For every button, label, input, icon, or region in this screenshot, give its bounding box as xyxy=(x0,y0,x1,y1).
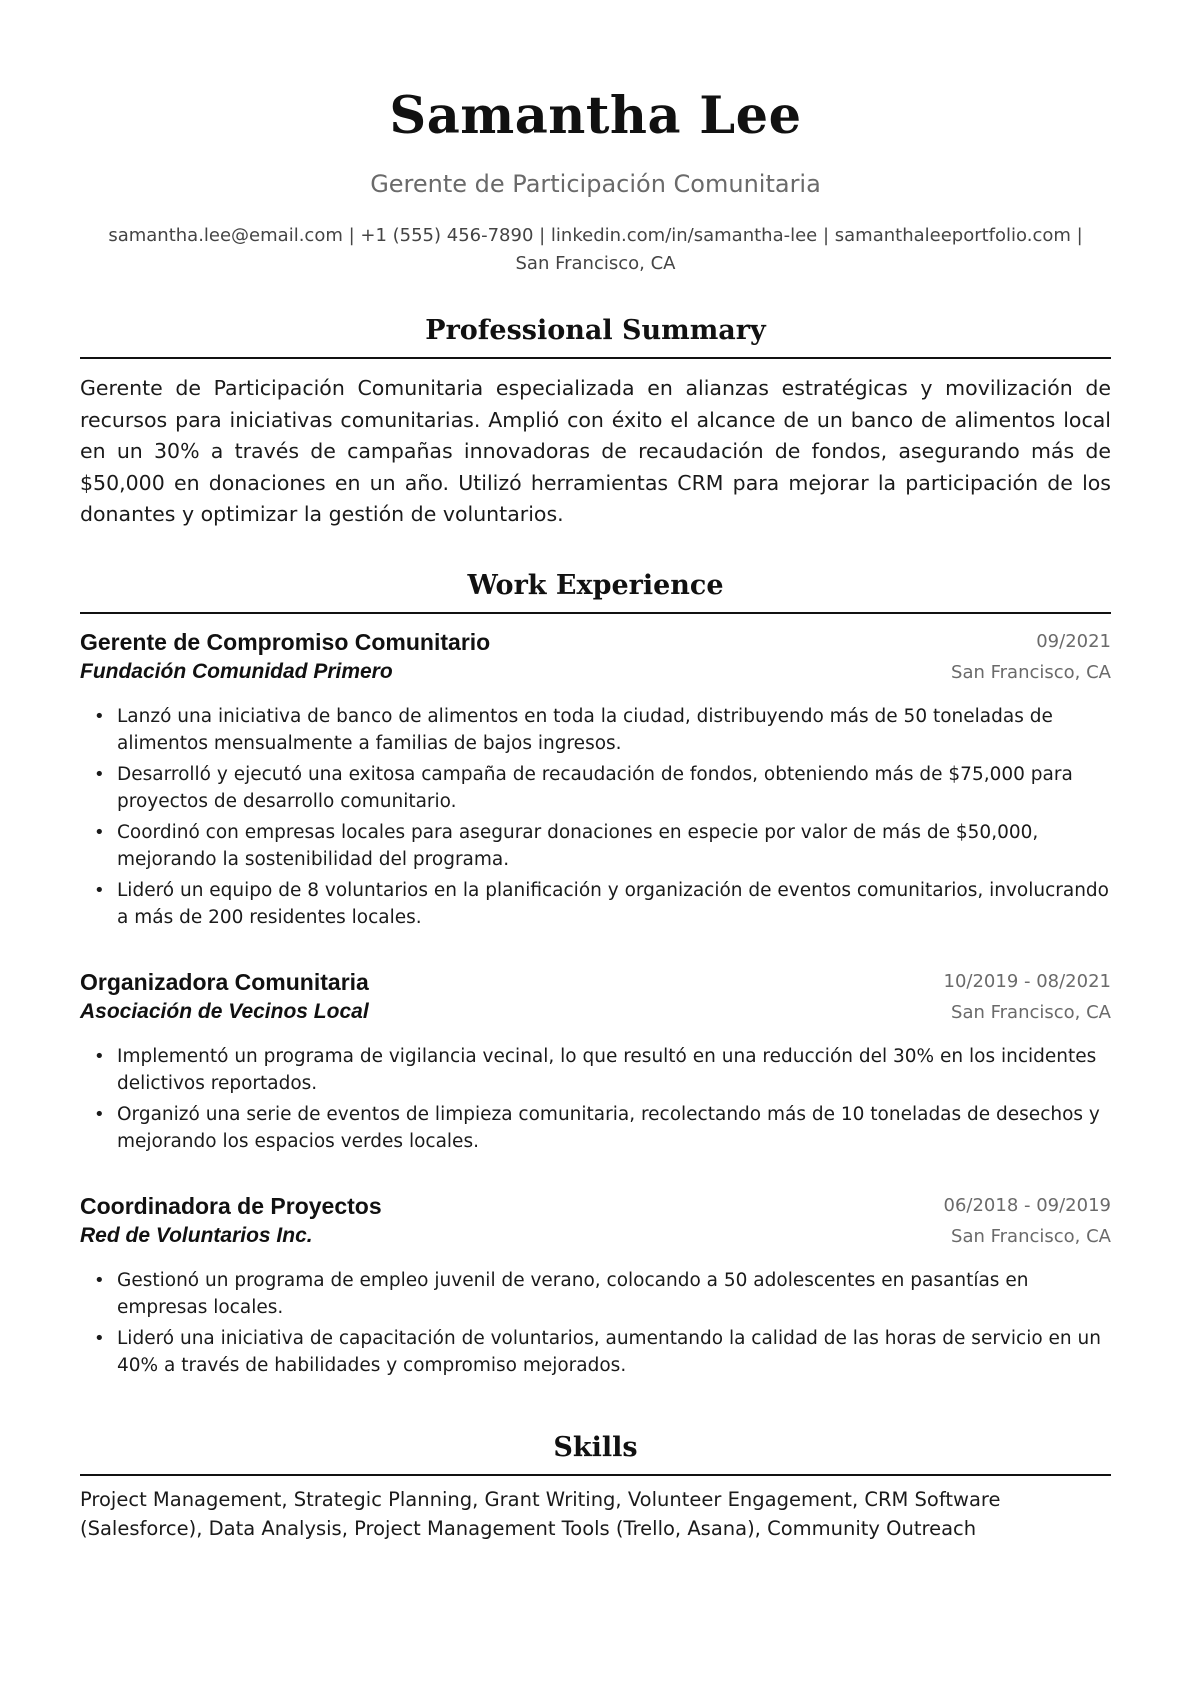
job-title: Organizadora Comunitaria xyxy=(80,969,369,995)
experience-divider xyxy=(80,612,1111,614)
skills-heading: Skills xyxy=(553,1432,638,1463)
job-bullets xyxy=(80,1043,1111,1159)
skills-text: Project Management, Strategic Planning, Grant Writing, Volunteer Engagement, CRM Software (Salesforce), Data Analysis, Project Management Tools (Trello, Asana), Community Outreach xyxy=(80,1488,1001,1540)
job-company: Fundación Comunidad Primero xyxy=(80,660,393,683)
candidate-name: Samantha Lee xyxy=(389,86,802,146)
bullet-item: • Organizó una serie de eventos de limpieza comunitaria, recolectando más de 10 toneladas de desechos y mejorando los espacios verdes locales. xyxy=(80,1101,1111,1155)
summary-text: Gerente de Participación Comunitaria especializada en alianzas estratégicas y movilización de recursos para iniciativas comunitarias. Amplió con éxito el alcance de un banco de alimentos local en un 30% a través de campañas innovadoras de recaudación de fondos, asegurando más de $50,000 en donaciones en un año. Utilizó herramientas CRM para mejorar la participación de los donantes y optimizar la gestión de voluntarios. xyxy=(80,376,1111,526)
contact-line-1: samantha.lee@email.com | +1 (555) 456-7890 | linkedin.com/in/samantha-lee | samanthaleeportfolio.com | xyxy=(108,225,1083,246)
bullet-item: • Lanzó una iniciativa de banco de alimentos en toda la ciudad, distribuyendo más de 50 toneladas de alimentos mensualmente a familias de bajos ingresos. xyxy=(80,703,1111,757)
bullet-item: • Gestionó un programa de empleo juvenil de verano, colocando a 50 adolescentes en pasantías en empresas locales. xyxy=(80,1267,1111,1321)
bullet-item: • Lideró una iniciativa de capacitación de voluntarios, aumentando la calidad de las horas de servicio en un 40% a través de habilidades y compromiso mejorados. xyxy=(80,1325,1111,1379)
experience-heading: Work Experience xyxy=(467,570,724,601)
job-location: San Francisco, CA xyxy=(951,662,1111,683)
job-date: 10/2019 - 08/2021 xyxy=(943,971,1111,992)
job-company: Asociación de Vecinos Local xyxy=(80,1000,369,1023)
bullet-item: • Implementó un programa de vigilancia vecinal, lo que resultó en una reducción del 30% en los incidentes delictivos reportados. xyxy=(80,1043,1111,1097)
job-date: 06/2018 - 09/2019 xyxy=(943,1195,1111,1216)
job-bullets xyxy=(80,703,1111,935)
bullet-item: • Desarrolló y ejecutó una exitosa campaña de recaudación de fondos, obteniendo más de $75,000 para proyectos de desarrollo comunitario. xyxy=(80,761,1111,815)
skills-divider xyxy=(80,1474,1111,1476)
contact-line-2: San Francisco, CA xyxy=(515,253,676,274)
contact-info xyxy=(80,222,1111,278)
job-location: San Francisco, CA xyxy=(951,1002,1111,1023)
bullet-item: • Coordinó con empresas locales para asegurar donaciones en especie por valor de más de $50,000, mejorando la sostenibilidad del programa. xyxy=(80,819,1111,873)
job-date: 09/2021 xyxy=(1036,631,1111,652)
job-title: Gerente de Compromiso Comunitario xyxy=(80,629,491,655)
bullet-item: • Lideró un equipo de 8 voluntarios en la planificación y organización de eventos comunitarios, involucrando a más de 200 residentes locales. xyxy=(80,877,1111,931)
job-bullets xyxy=(80,1267,1111,1383)
summary-divider xyxy=(80,357,1111,359)
job-company: Red de Voluntarios Inc. xyxy=(80,1224,313,1247)
summary-heading: Professional Summary xyxy=(425,315,766,346)
job-location: San Francisco, CA xyxy=(951,1226,1111,1247)
job-headline: Gerente de Participación Comunitaria xyxy=(370,170,821,198)
job-title: Coordinadora de Proyectos xyxy=(80,1193,382,1219)
